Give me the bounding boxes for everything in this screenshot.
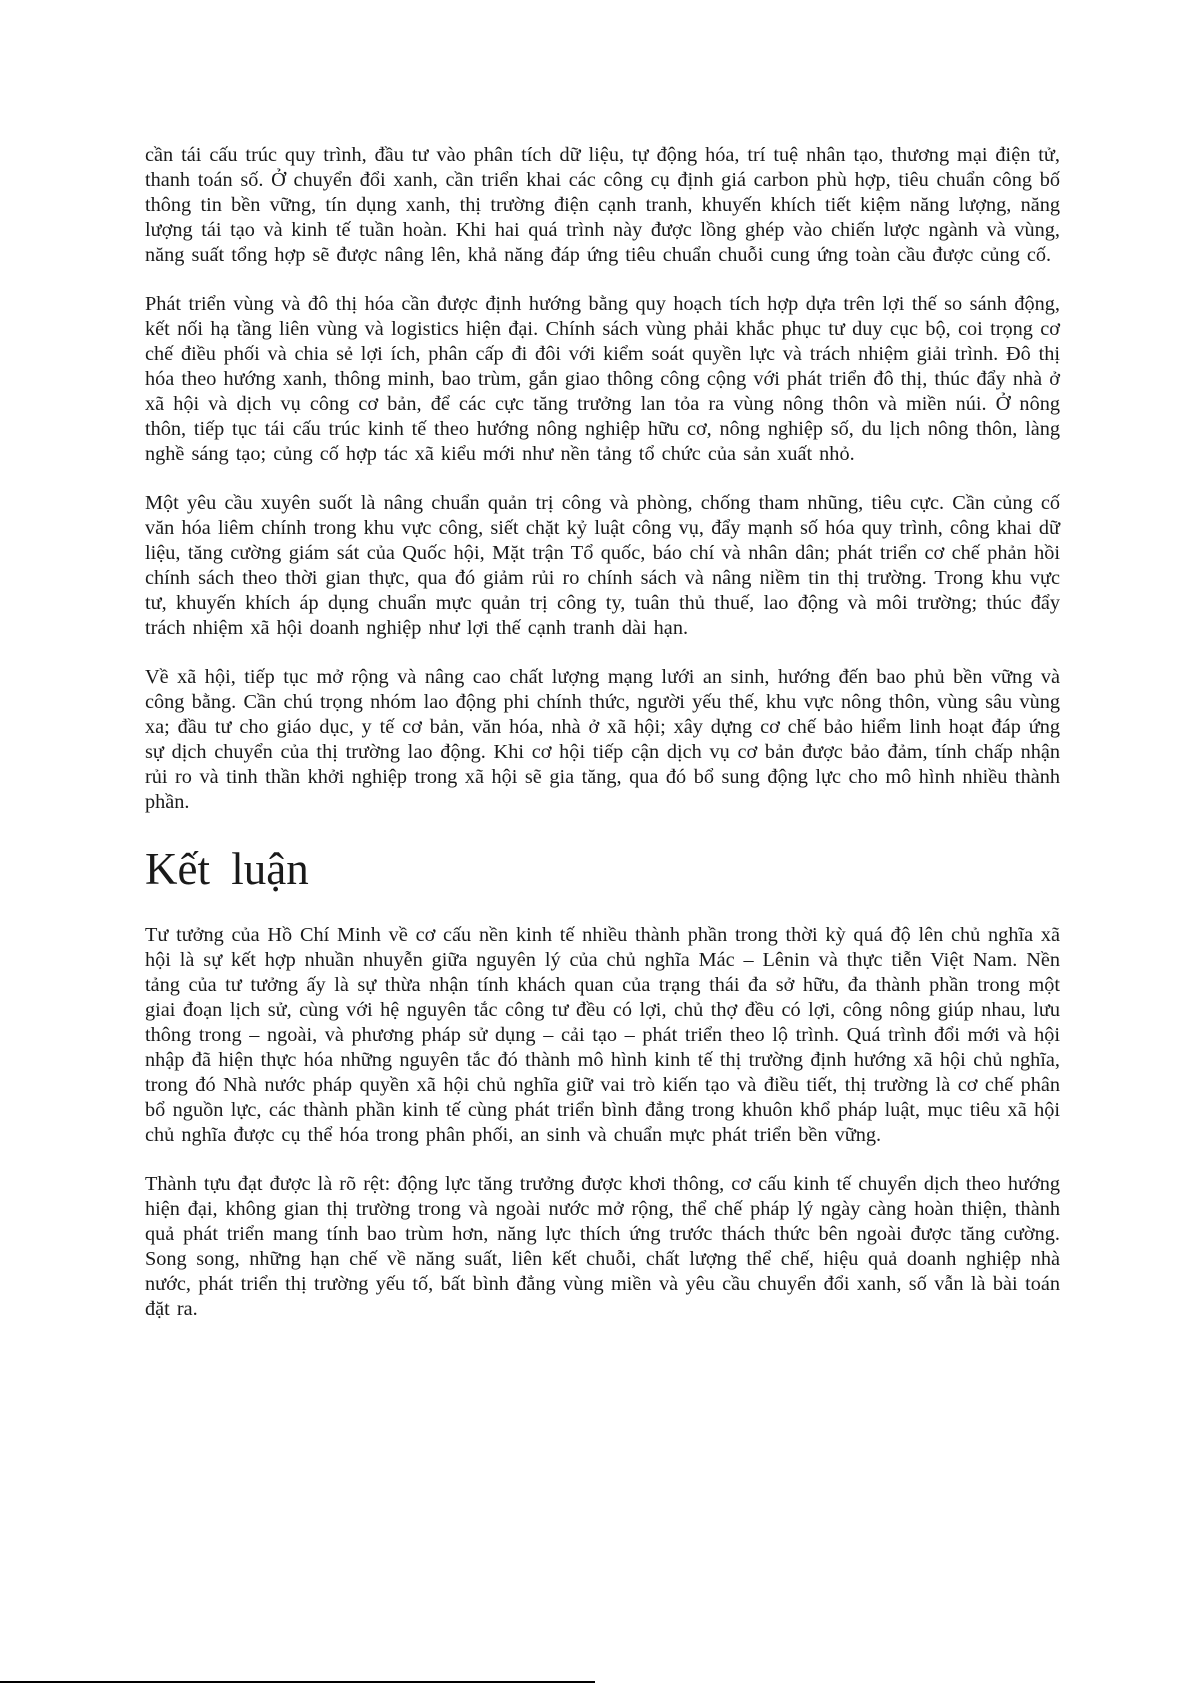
page-content [145,143,1060,1346]
paragraph-social-welfare: Về xã hội, tiếp tục mở rộng và nâng cao chất lượng mạng lưới an sinh, hướng đến bao phủ bền vững và công bằng. Cần chú trọng nhóm lao động phi chính thức, người yếu thế, khu vực nông thôn, vùng sâu vùng xa; đầu tư cho giáo dục, y tế cơ bản, văn hóa, nhà ở xã hội; xây dựng cơ chế bảo hiểm linh hoạt đáp ứng sự dịch chuyển của thị trường lao động. Khi cơ hội tiếp cận dịch vụ cơ bản được bảo đảm, tính chấp nhận rủi ro và tinh thần khởi nghiệp trong xã hội sẽ gia tăng, qua đó bổ sung động lực cho mô hình nhiều thành phần. [145,666,1060,813]
section-heading-conclusion: Kết luận [145,844,309,894]
page-bottom-divider [0,1681,595,1683]
paragraph-conclusion-ideology: Tư tưởng của Hồ Chí Minh về cơ cấu nền kinh tế nhiều thành phần trong thời kỳ quá độ lên chủ nghĩa xã hội là sự kết hợp nhuần nhuyễn giữa nguyên lý của chủ nghĩa Mác – Lênin và thực tiễn Việt Nam. Nền tảng của tư tưởng ấy là sự thừa nhận tính khách quan của trạng thái đa sở hữu, đa thành phần trong một giai đoạn lịch sử, cùng với hệ nguyên tắc công tư đều có lợi, chủ thợ đều có lợi, công nông giúp nhau, lưu thông trong – ngoài, và phương pháp sử dụng – cải tạo – phát triển theo lộ trình. Quá trình đổi mới và hội nhập đã hiện thực hóa những nguyên tắc đó thành mô hình kinh tế thị trường định hướng xã hội chủ nghĩa, trong đó Nhà nước pháp quyền xã hội chủ nghĩa giữ vai trò kiến tạo và điều tiết, thị trường là cơ chế phân bổ nguồn lực, các thành phần kinh tế cùng phát triển bình đẳng trong khuôn khổ pháp luật, mục tiêu xã hội chủ nghĩa được cụ thể hóa trong phân phối, an sinh và chuẩn mực phát triển bền vững. [145,924,1060,1146]
paragraph-digital-green-transformation: cần tái cấu trúc quy trình, đầu tư vào phân tích dữ liệu, tự động hóa, trí tuệ nhân tạo, thương mại điện tử, thanh toán số. Ở chuyển đổi xanh, cần triển khai các công cụ định giá carbon phù hợp, tiêu chuẩn công bố thông tin bền vững, tín dụng xanh, thị trường điện cạnh tranh, khuyến khích tiết kiệm năng lượng, năng lượng tái tạo và kinh tế tuần hoàn. Khi hai quá trình này được lồng ghép vào chiến lược ngành và vùng, năng suất tổng hợp sẽ được nâng lên, khả năng đáp ứng tiêu chuẩn chuỗi cung ứng toàn cầu được củng cố. [145,144,1060,266]
paragraph-public-governance: Một yêu cầu xuyên suốt là nâng chuẩn quản trị công và phòng, chống tham nhũng, tiêu cực. Cần củng cố văn hóa liêm chính trong khu vực công, siết chặt kỷ luật công vụ, đẩy mạnh số hóa quy trình, công khai dữ liệu, tăng cường giám sát của Quốc hội, Mặt trận Tổ quốc, báo chí và nhân dân; phát triển cơ chế phản hồi chính sách theo thời gian thực, qua đó giảm rủi ro chính sách và nâng niềm tin thị trường. Trong khu vực tư, khuyến khích áp dụng chuẩn mực quản trị công ty, tuân thủ thuế, lao động và môi trường; thúc đẩy trách nhiệm xã hội doanh nghiệp như lợi thế cạnh tranh dài hạn. [145,492,1060,639]
paragraph-conclusion-achievements: Thành tựu đạt được là rõ rệt: động lực tăng trưởng được khơi thông, cơ cấu kinh tế chuyển dịch theo hướng hiện đại, không gian thị trường trong và ngoài nước mở rộng, thể chế pháp lý ngày càng hoàn thiện, thành quả phát triển mang tính bao trùm hơn, năng lực thích ứng trước thách thức bên ngoài được tăng cường. Song song, những hạn chế về năng suất, liên kết chuỗi, chất lượng thể chế, hiệu quả doanh nghiệp nhà nước, phát triển thị trường yếu tố, bất bình đẳng vùng miền và yêu cầu chuyển đổi xanh, số vẫn là bài toán đặt ra. [145,1173,1060,1320]
paragraph-regional-development: Phát triển vùng và đô thị hóa cần được định hướng bằng quy hoạch tích hợp dựa trên lợi thế so sánh động, kết nối hạ tầng liên vùng và logistics hiện đại. Chính sách vùng phải khắc phục tư duy cục bộ, coi trọng cơ chế điều phối và chia sẻ lợi ích, phân cấp đi đôi với kiểm soát quyền lực và trách nhiệm giải trình. Đô thị hóa theo hướng xanh, thông minh, bao trùm, gắn giao thông công cộng với phát triển đô thị, thúc đẩy nhà ở xã hội và dịch vụ công cơ bản, để các cực tăng trưởng lan tỏa ra vùng nông thôn và miền núi. Ở nông thôn, tiếp tục tái cấu trúc kinh tế theo hướng nông nghiệp hữu cơ, nông nghiệp số, du lịch nông thôn, làng nghề sáng tạo; củng cố hợp tác xã kiểu mới như nền tảng tổ chức của sản xuất nhỏ. [145,293,1060,465]
